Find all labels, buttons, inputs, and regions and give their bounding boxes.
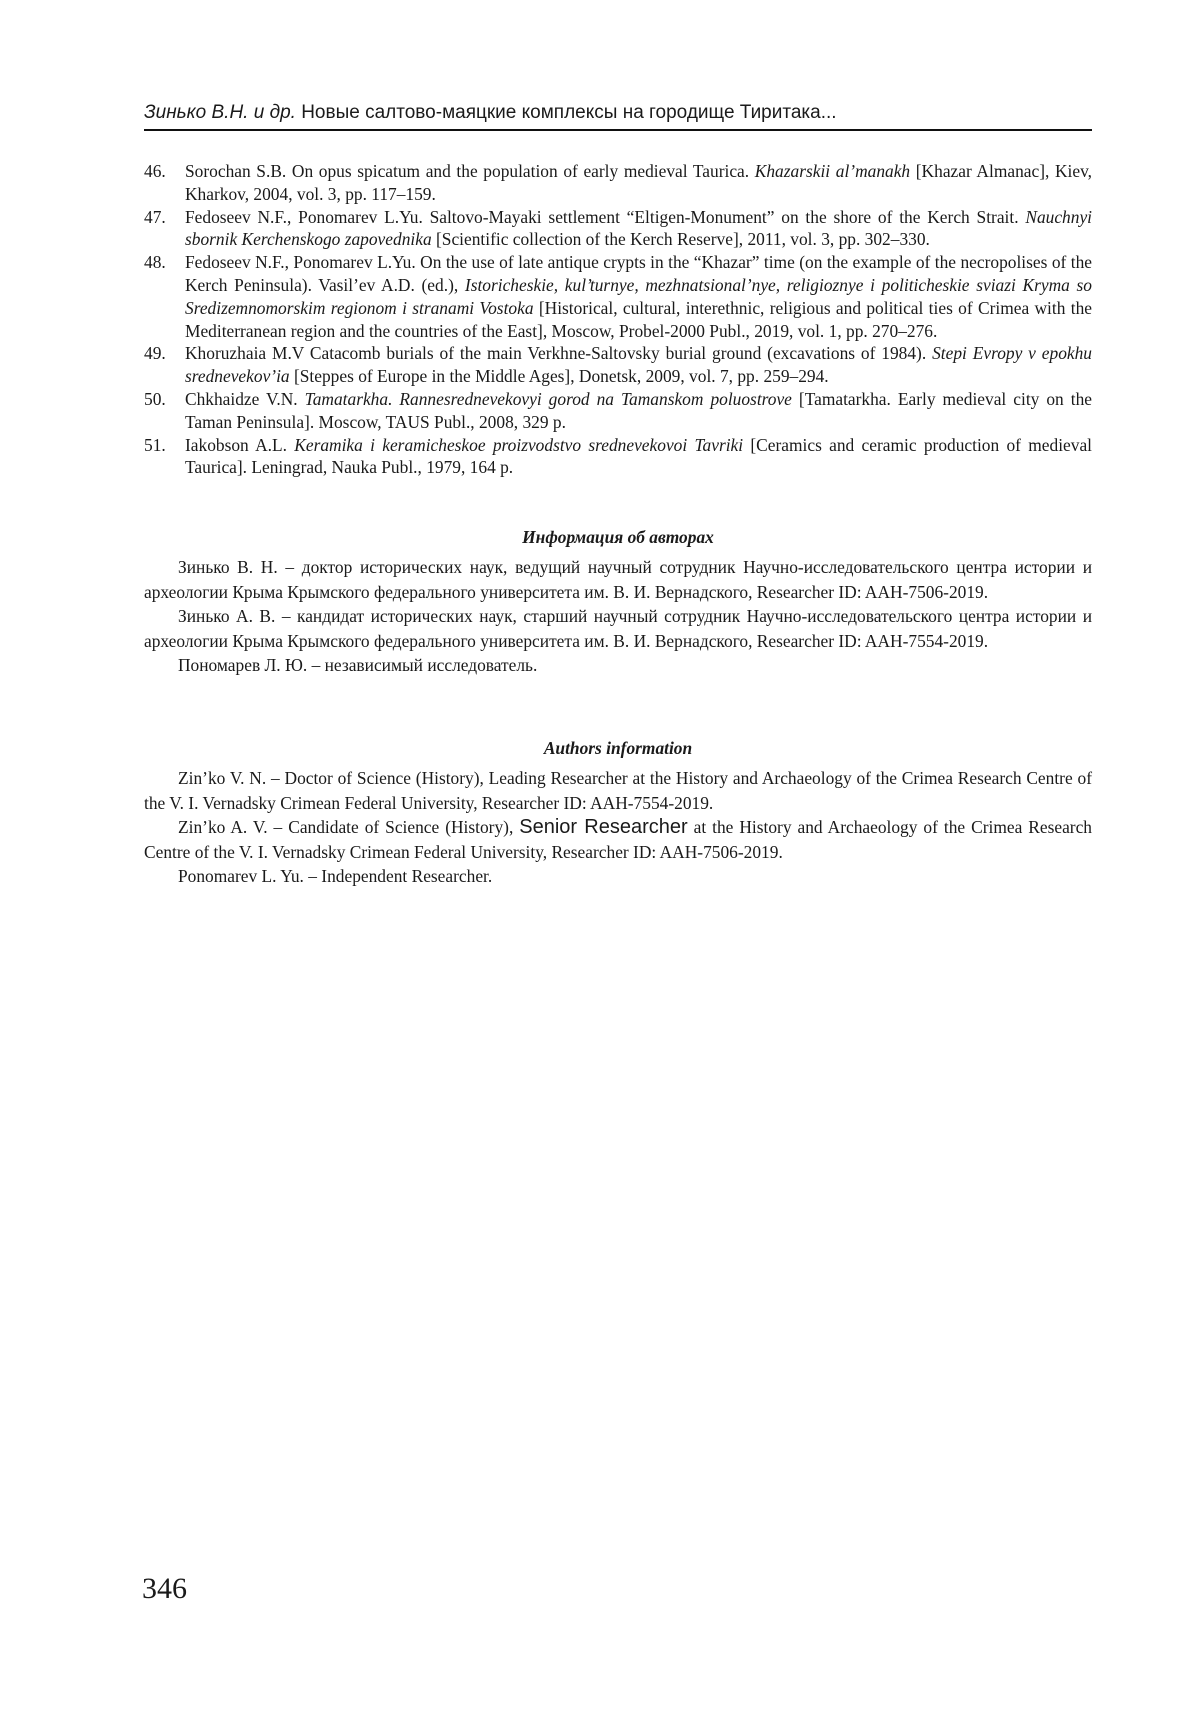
reference-segment: [Steppes of Europe in the Middle Ages], Donetsk, 2009, vol. 7, pp. 259–294. — [289, 366, 829, 387]
reference-item — [144, 434, 1092, 480]
header-title: Новые салтово-маяцкие комплексы на городище Тиритака... — [301, 102, 837, 123]
reference-text — [185, 206, 1092, 252]
author-paragraph: Zin’ko V. N. – Doctor of Science (History), Leading Researcher at the History and Archaeology of the Crimea Research Centre of the V. I. Vernadsky Crimean Federal University, Researcher ID: AAH-7554-2019. — [144, 768, 1092, 813]
reference-segment: Fedoseev N.F., Ponomarev L.Yu. On the use of late antique crypts in the “Khazar” time (on the example of the necropolises of the Kerch Peninsula). Vasil’ev A.D. (ed.), — [185, 252, 1092, 295]
header-authors: Зинько В.Н. и др. — [144, 102, 296, 123]
reference-title: Khazarskii al’manakh — [754, 161, 911, 181]
reference-number: 51. — [144, 434, 166, 455]
reference-segment: Sorochan S.B. On opus spicatum and the population of early medieval Taurica. — [185, 161, 755, 181]
reference-text — [185, 342, 1092, 388]
reference-segment: Iakobson A.L. — [185, 434, 295, 455]
reference-text — [185, 160, 1092, 206]
reference-number: 49. — [144, 343, 166, 364]
author-text: Zin’ko A. V. – Candidate of Science (History), — [178, 817, 520, 838]
reference-segment: Chkhaidze V.N. — [185, 388, 305, 409]
reference-title: Nauchnyi sbornik Kerchenskogo zapovednika — [185, 206, 1092, 250]
reference-segment: [Scientific collection of the Kerch Reserve], 2011, vol. 3, pp. 302–330. — [431, 229, 930, 250]
reference-segment: [Historical, cultural, interethnic, religious and political ties of Crimea with the Mediterranean region and the countries of the East], Moscow, Probel-2000 Publ., 2019, vol. 1, pp. 270–276. — [185, 297, 1092, 341]
reference-title: Keramika i keramicheskoe proizvodstvo srednevekovoi Tavriki — [294, 434, 744, 455]
authors-info-en-heading: Authors information — [543, 738, 693, 758]
reference-text — [185, 251, 1092, 342]
reference-segment: [Ceramics and ceramic production of medieval Taurica]. Leningrad, Nauka Publ., 1979, 164 p. — [185, 434, 1092, 478]
authors-info-ru — [144, 525, 1092, 678]
author-paragraph: Зинько В. Н. – доктор исторических наук, ведущий научный сотрудник Научно-исследовательского центра истории и археологии Крыма Крымского федерального университета им. В. И. Вернадского, Researcher ID: AAH-7506-2019. — [144, 557, 1092, 602]
reference-text — [185, 434, 1092, 480]
reference-item — [144, 160, 1092, 206]
reference-segment: Fedoseev N.F., Ponomarev L.Yu. Saltovo-Mayaki settlement “Eltigen-Monument” on the shore of the Kerch Strait. — [185, 206, 1026, 227]
authors-info-ru-heading: Информация об авторах — [522, 527, 714, 547]
author-paragraph: Зинько А. В. – кандидат исторических наук, старший научный сотрудник Научно-исследовательского центра истории и археологии Крыма Крымского федерального университета им. В. И. Вернадского, Researcher ID: AAH-7554-2019. — [144, 606, 1092, 651]
reference-item — [144, 251, 1092, 342]
reference-number: 46. — [144, 161, 166, 181]
reference-segment: Khoruzhaia M.V Catacomb burials of the main Verkhne-Saltovsky burial ground (excavations of 1984). — [185, 343, 933, 364]
author-paragraph — [144, 815, 1092, 864]
authors-info-en — [144, 736, 1092, 889]
author-paragraph: Пономарев Л. Ю. – независимый исследователь. — [178, 655, 538, 676]
reference-list — [144, 160, 1092, 479]
reference-text — [185, 388, 1092, 434]
reference-segment: [Khazar Almanac], Kiev, Kharkov, 2004, vol. 3, pp. 117–159. — [185, 161, 1092, 204]
running-header — [144, 100, 1092, 126]
reference-item — [144, 388, 1092, 434]
reference-title: Stepi Evropy v epokhu srednevekov’ia — [185, 343, 1092, 387]
reference-item — [144, 206, 1092, 252]
reference-item — [144, 342, 1092, 388]
reference-number: 48. — [144, 252, 166, 273]
reference-title: Tamatarkha. Rannesrednevekovyi gorod na Tamanskom poluostrove — [304, 388, 792, 409]
senior-researcher-text: Senior Researcher — [519, 816, 688, 839]
reference-segment: [Tamatarkha. Early medieval city on the Taman Peninsula]. Moscow, TAUS Publ., 2008, 329 p. — [185, 388, 1092, 432]
header-rule — [144, 129, 1092, 131]
reference-number: 47. — [144, 206, 166, 227]
page-number: 346 — [142, 1572, 187, 1605]
reference-number: 50. — [144, 388, 166, 409]
author-text: at the History and Archaeology of the Crimea Research Centre of the V. I. Vernadsky Crimean Federal University, Researcher ID: AAH-7506-2019. — [144, 817, 1092, 862]
reference-title: Istoricheskie, kul’turnye, mezhnatsional’nye, religioznye i politicheskie sviazi Kryma so Sredizemnomorskim regionom i stranami Vostoka — [185, 274, 1092, 318]
author-paragraph: Ponomarev L. Yu. – Independent Researcher. — [178, 866, 493, 887]
